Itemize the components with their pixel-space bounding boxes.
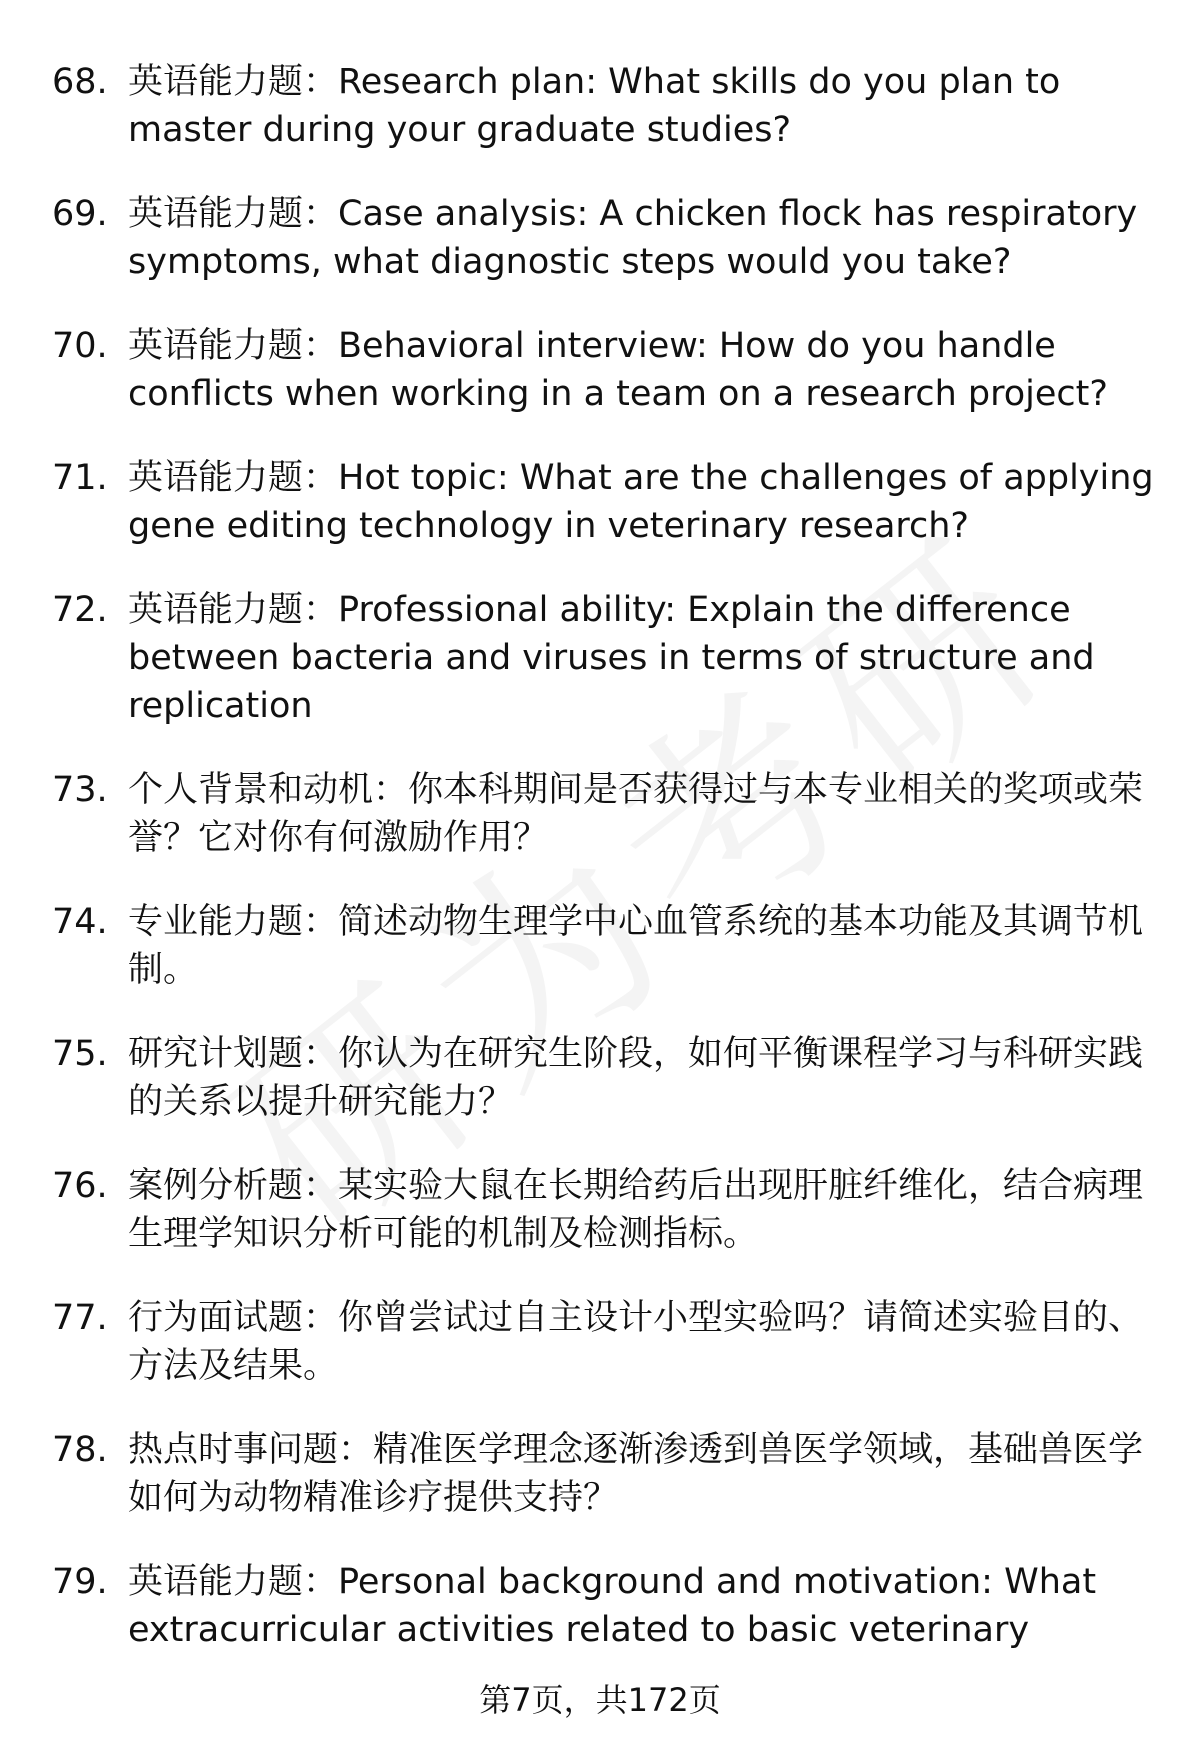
question-number: 73. <box>52 770 108 810</box>
question-item <box>52 190 1162 286</box>
question-text: 英语能力题：Behavioral interview: How do you handle conflicts when working in a team on a research project? <box>128 326 1108 414</box>
question-item <box>52 1294 1162 1390</box>
question-text: 研究计划题：你认为在研究生阶段，如何平衡课程学习与科研实践的关系以提升研究能力？ <box>128 1034 1144 1122</box>
question-list <box>52 58 1162 1690</box>
question-item <box>52 1426 1162 1522</box>
question-number: 71. <box>52 458 108 498</box>
question-text: 行为面试题：你曾尝试过自主设计小型实验吗？请简述实验目的、方法及结果。 <box>128 1298 1144 1386</box>
question-number: 78. <box>52 1430 108 1470</box>
question-item <box>52 58 1162 154</box>
question-text: 英语能力题：Professional ability: Explain the difference between bacteria and viruses in terms of structure and replication <box>128 590 1095 726</box>
question-text: 专业能力题：简述动物生理学中心血管系统的基本功能及其调节机制。 <box>128 902 1144 990</box>
question-number: 79. <box>52 1562 108 1602</box>
question-number: 72. <box>52 590 108 630</box>
question-number: 70. <box>52 326 108 366</box>
question-text: 热点时事问题：精准医学理念逐渐渗透到兽医学领域，基础兽医学如何为动物精准诊疗提供支持？ <box>128 1430 1144 1518</box>
question-text: 英语能力题：Case analysis: A chicken flock has respiratory symptoms, what diagnostic steps would you take? <box>128 194 1138 282</box>
question-number: 69. <box>52 194 108 234</box>
question-item <box>52 766 1162 862</box>
question-item <box>52 322 1162 418</box>
question-number: 68. <box>52 62 108 102</box>
question-text: 英语能力题：Research plan: What skills do you plan to master during your graduate studies? <box>128 62 1061 150</box>
question-item <box>52 1162 1162 1258</box>
question-text: 个人背景和动机：你本科期间是否获得过与本专业相关的奖项或荣誉？它对你有何激励作用？ <box>128 770 1144 858</box>
page-number-footer: 第7页，共172页 <box>479 1681 721 1719</box>
question-text: 英语能力题：Hot topic: What are the challenges of applying gene editing technology in veterinary research? <box>128 458 1154 546</box>
question-item <box>52 898 1162 994</box>
question-item <box>52 1558 1162 1654</box>
question-text: 英语能力题：Personal background and motivation: What extracurricular activities related to basic veterinary <box>128 1562 1097 1650</box>
question-item <box>52 586 1162 730</box>
question-item <box>52 454 1162 550</box>
question-number: 76. <box>52 1166 108 1206</box>
question-number: 74. <box>52 902 108 942</box>
question-item <box>52 1030 1162 1126</box>
question-number: 75. <box>52 1034 108 1074</box>
question-text: 案例分析题：某实验大鼠在长期给药后出现肝脏纤维化，结合病理生理学知识分析可能的机制及检测指标。 <box>128 1166 1144 1254</box>
question-number: 77. <box>52 1298 108 1338</box>
